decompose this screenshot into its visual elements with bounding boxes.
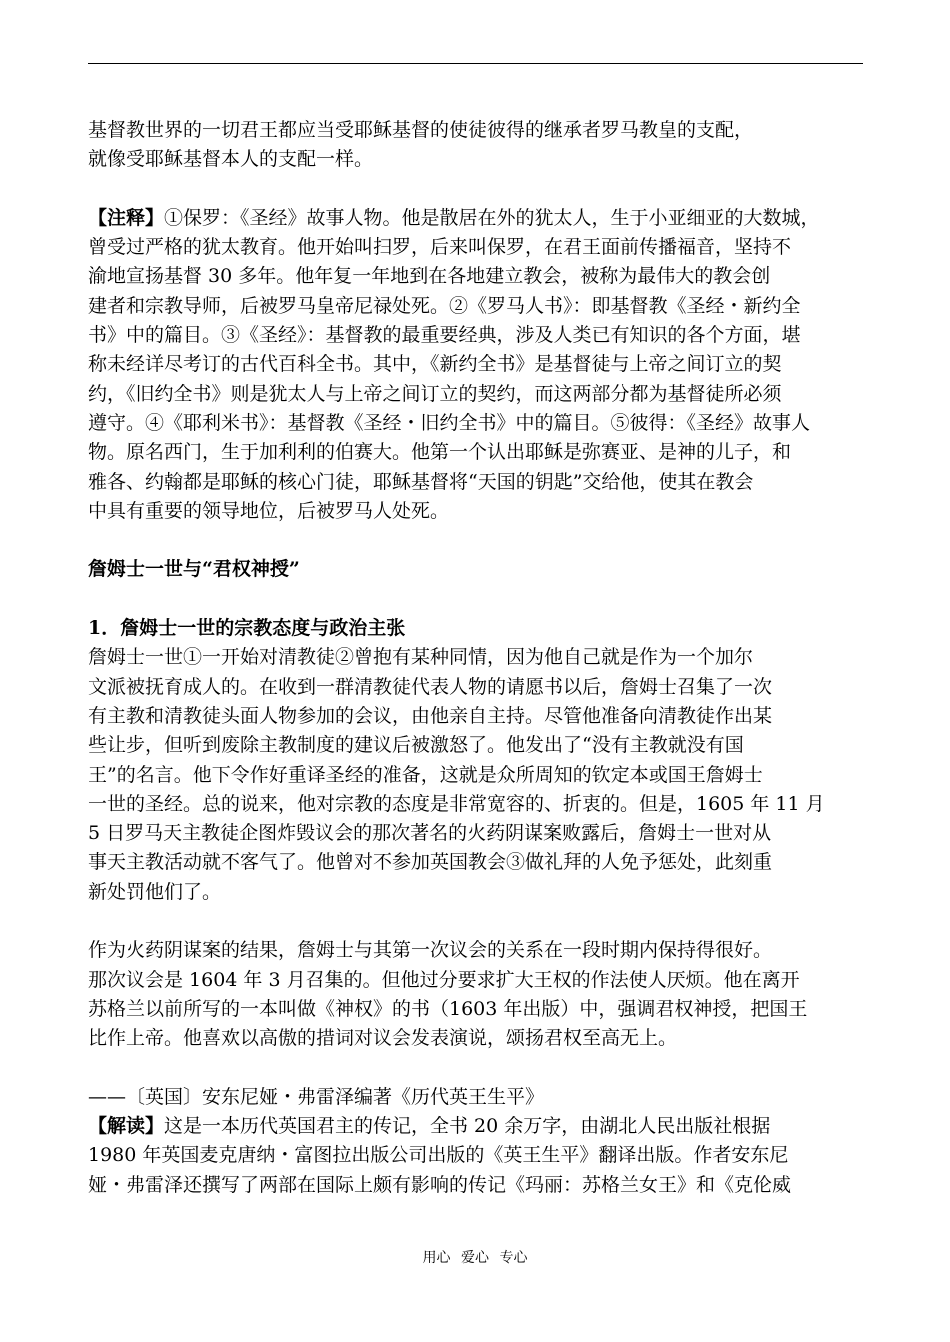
paragraph-gap bbox=[88, 907, 868, 936]
interpretation-line: 娅・弗雷泽还撰写了两部在国际上颇有影响的传记《玛丽：苏格兰女王》和《克伦威 bbox=[88, 1173, 792, 1196]
paragraph-gap bbox=[88, 1054, 868, 1083]
document-body bbox=[88, 116, 868, 1200]
body-line: 王”的名言。他下令作好重译圣经的准备，这就是众所周知的钦定本或国王詹姆士 bbox=[88, 763, 763, 786]
source-citation: ——〔英国〕安东尼娅・弗雷泽编著《历代英王生平》 bbox=[88, 1085, 545, 1108]
interpretation-line: 1980 年英国麦克唐纳・富图拉出版公司出版的《英王生平》翻译出版。作者安东尼 bbox=[88, 1144, 789, 1167]
body-line: 基督教世界的一切君王都应当受耶稣基督的使徒彼得的继承者罗马教皇的支配， bbox=[88, 119, 754, 141]
body-line: 就像受耶稣基督本人的支配一样。 bbox=[88, 148, 374, 171]
note-line: 渝地宣扬基督 30 多年。他年复一年地到在各地建立教会，被称为最伟大的教会创 bbox=[88, 265, 771, 288]
note-line: 约，《旧约全书》则是犹太人与上帝之间订立的契约，而这两部分都为基督徒所必须 bbox=[88, 382, 782, 405]
body-line: 作为火药阴谋案的结果，詹姆士与其第一次议会的关系在一段时期内保持得很好。 bbox=[88, 939, 773, 962]
section-title: 詹姆士一世与“君权神授” bbox=[88, 558, 300, 581]
note-first-line bbox=[88, 204, 868, 233]
note-line: 建者和宗教导师，后被罗马皇帝尼禄处死。②《罗马人书》：即基督教《圣经・新约全 bbox=[88, 294, 801, 317]
note-line: 曾受过严格的犹太教育。他开始叫扫罗，后来叫保罗，在君王面前传播福音，坚持不 bbox=[88, 236, 792, 259]
body-line: 些让步，但听到废除主教制度的建议后被激怒了。他发出了“没有主教就没有国 bbox=[88, 734, 744, 757]
paragraph-gap bbox=[88, 526, 868, 555]
note-line: 遵守。④《耶利米书》：基督教《圣经・旧约全书》中的篇目。⑤彼得：《圣经》故事人 bbox=[88, 411, 811, 434]
interpretation-first-line bbox=[88, 1112, 868, 1141]
body-line: 文派被抚育成人的。在收到一群清教徒代表人物的请愿书以后，詹姆士召集了一次 bbox=[88, 675, 773, 698]
body-line: 詹姆士一世①一开始对清教徒②曾抱有某种同情，因为他自己就是作为一个加尔 bbox=[88, 646, 754, 669]
paragraph-gap bbox=[88, 585, 868, 614]
paragraph-gap bbox=[88, 175, 868, 204]
subsection-title: 1．詹姆士一世的宗教态度与政治主张 bbox=[88, 617, 406, 640]
body-line: 比作上帝。他喜欢以高傲的措词对议会发表演说，颂扬君权至高无上。 bbox=[88, 1027, 678, 1050]
body-line: 一世的圣经。总的说来，他对宗教的态度是非常宽容的、折衷的。但是，1605 年 11 月 bbox=[88, 792, 825, 815]
page-footer: 用心 爱心 专心 bbox=[422, 1250, 528, 1266]
interpretation-label: 【解读】 bbox=[88, 1115, 165, 1138]
header-rule bbox=[88, 63, 863, 64]
note-line: 雅各、约翰都是耶稣的核心门徒，耶稣基督将“天国的钥匙”交给他，使其在教会 bbox=[88, 470, 754, 493]
note-label: 【注释】 bbox=[88, 206, 165, 229]
note-text: ①保罗：《圣经》故事人物。他是散居在外的犹太人，生于小亚细亚的大数城， bbox=[164, 206, 820, 229]
body-line: 那次议会是 1604 年 3 月召集的。但他过分要求扩大王权的作法使人厌烦。他在离开 bbox=[88, 968, 800, 991]
interpretation-text: 这是一本历代英国君主的传记，全书 20 余万字，由湖北人民出版社根据 bbox=[164, 1115, 771, 1138]
note-line: 称未经详尽考订的古代百科全书。其中，《新约全书》是基督徒与上帝之间订立的契 bbox=[88, 353, 782, 376]
note-line: 物。原名西门，生于加利利的伯赛大。他第一个认出耶稣是弥赛亚、是神的儿子，和 bbox=[88, 441, 792, 464]
note-line: 中具有重要的领导地位，后被罗马人处死。 bbox=[88, 499, 450, 522]
body-line: 有主教和清教徒头面人物参加的会议，由他亲自主持。尽管他准备向清教徒作出某 bbox=[88, 704, 773, 727]
body-line: 新处罚他们了。 bbox=[88, 880, 222, 903]
note-line: 书》中的篇目。③《圣经》：基督教的最重要经典，涉及人类已有知识的各个方面，堪 bbox=[88, 324, 801, 347]
body-line: 苏格兰以前所写的一本叫做《神权》的书（1603 年出版）中，强调君权神授，把国王 bbox=[88, 997, 808, 1020]
body-line: 事天主教活动就不客气了。他曾对不参加英国教会③做礼拜的人免予惩处，此刻重 bbox=[88, 851, 773, 874]
body-line: 5 日罗马天主教徒企图炸毁议会的那次著名的火药阴谋案败露后，詹姆士一世对从 bbox=[88, 822, 772, 845]
